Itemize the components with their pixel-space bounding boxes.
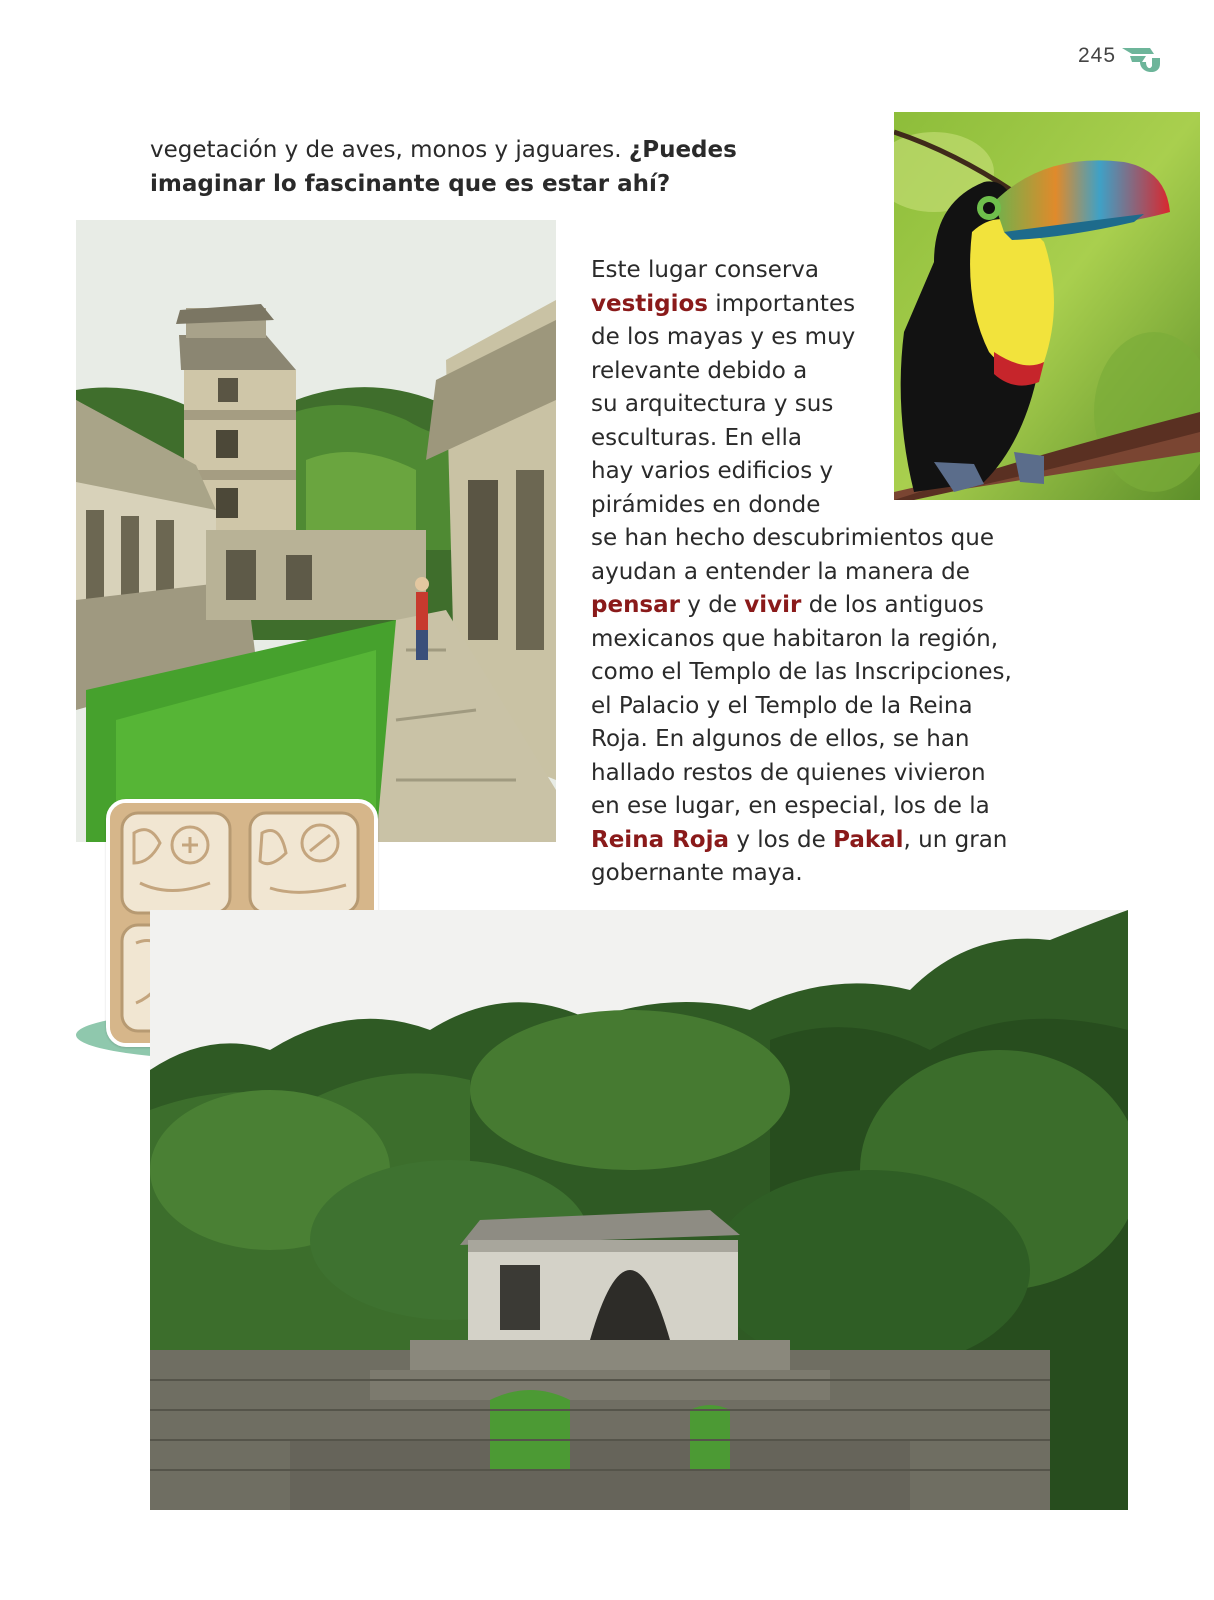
body-line-7: hay varios edificios y (591, 458, 834, 484)
body-line-14: el Palacio y el Templo de la Reina (591, 692, 973, 719)
body-text-3: y de (680, 592, 745, 618)
keyword-vestigios: vestigios (591, 290, 708, 317)
body-line-15: Roja. En algunos de ellos, se han (591, 726, 970, 752)
body-line-8: pirámides en donde (591, 491, 821, 518)
body-line-5: su arquitectura y sus (591, 391, 834, 417)
keyword-pakal: Pakal (833, 826, 904, 853)
body-text-1: Este lugar conserva (591, 257, 820, 283)
body-line-10: ayudan a entender la manera de (591, 558, 970, 585)
body-line-6: esculturas. En ella (591, 424, 802, 451)
intro-paragraph (150, 133, 850, 201)
intro-text: vegetación y de aves, monos y jaguares. (150, 137, 629, 163)
keyword-reina-roja: Reina Roja (591, 826, 730, 853)
body-text-5: y los de (729, 826, 834, 853)
body-line-16: hallado restos de quienes vivieron (591, 759, 986, 786)
keyword-pensar: pensar (591, 592, 680, 618)
body-line-4: relevante debido a (591, 357, 808, 384)
body-line-13: como el Templo de las Inscripciones, (591, 659, 1012, 685)
body-text-2a: importantes (708, 290, 856, 317)
book-logo-icon (1120, 44, 1162, 78)
page-number: 245 (1078, 44, 1117, 67)
intro-question: ¿Puedes imaginar lo fascinante que es estar ahí? (150, 137, 737, 197)
palace-ruins-photo (76, 220, 556, 842)
jungle-temple-photo (150, 910, 1128, 1510)
body-line-11b: de los antiguos (801, 592, 984, 618)
keyword-vivir: vivir (744, 592, 802, 618)
body-paragraph (591, 254, 1101, 891)
body-line-9: se han hecho descubrimientos que (591, 525, 994, 551)
body-line-3: de los mayas y es muy (591, 324, 856, 350)
body-line-18b: , un gran (903, 826, 1008, 853)
body-line-17: en ese lugar, en especial, los de la (591, 793, 990, 819)
body-line-12: mexicanos que habitaron la región, (591, 625, 999, 652)
body-line-19: gobernante maya. (591, 860, 803, 886)
